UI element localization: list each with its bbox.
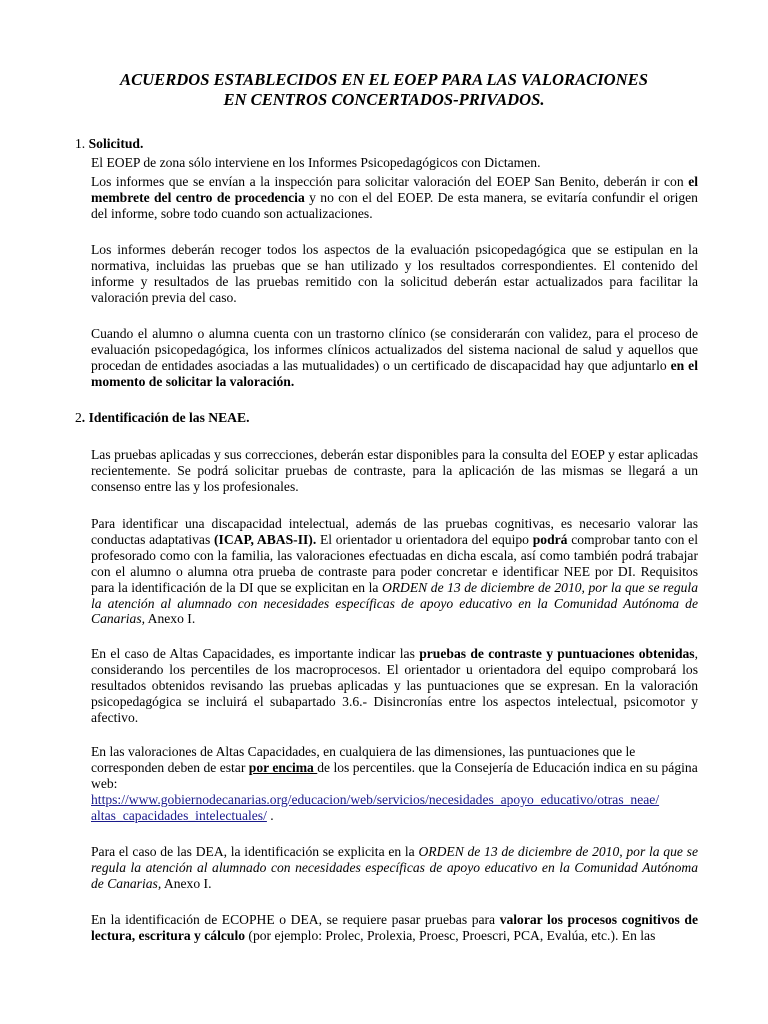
section-1-paragraph-4: Cuando el alumno o alumna cuenta con un trastorno clínico (se considerarán con validez, para el proceso de evaluación psicopedagógica, los informes clínicos actualizados del sistema nacional de salud y aquellos que procedan de entidades asociadas a las mutualidades) o un certificado de discapacidad hay que adjuntarlo en el momento de solicitar la valoración. bbox=[91, 326, 698, 389]
section-2-paragraph-3: En el caso de Altas Capacidades, es importante indicar las pruebas de contraste y puntuaciones obtenidas, considerando los percentiles de los macroprocesos. El orientador u orientadora del equipo comprobará los resultados obtenidos revisando las pruebas aplicadas y las puntuaciones que se expresan. En la valoración psicopedagógica se incluirá el subapartado 3.6.- Disincronías entre los aspectos intelectual, psicomotor y afectivo. bbox=[91, 646, 698, 725]
section-1-number: 1. bbox=[75, 136, 89, 151]
title-line-2: EN CENTROS CONCERTADOS-PRIVADOS. bbox=[223, 90, 545, 109]
emphasis-membrete: el membrete del centro de procedencia bbox=[91, 174, 698, 205]
citation-orden-1: ORDEN de 13 de diciembre de 2010, por la que se regula la atención al alumnado con necesidades específicas de apoyo educativo en la Comunidad Autónoma de Canarias, bbox=[91, 579, 698, 627]
section-2-paragraph-2: Para identificar una discapacidad intelectual, además de las pruebas cognitivas, es necesario valorar las conductas adaptativas (ICAP, ABAS-II). El orientador u orientadora del equipo podrá comprobar tanto con el profesorado como con la familia, las valoraciones efectuadas en dicha escala, así como también podrá trabajar con el alumno o alumna otra prueba de contraste para poder concretar e identificar NEE por DI. Requisitos para la identificación de la DI que se explicitan en la ORDEN de 13 de diciembre de 2010, por la que se regula la atención al alumnado con necesidades específicas de apoyo educativo en la Comunidad Autónoma de Canarias, Anexo I. bbox=[91, 516, 698, 627]
consejeria-link[interactable]: https://www.gobiernodecanarias.org/educacion/web/servicios/necesidades_apoyo_educativo/otras_neae/ altas_capacidades_intelectuales/ bbox=[91, 791, 660, 823]
emphasis-momento-solicitud: en el momento de solicitar la valoración. bbox=[91, 357, 698, 389]
section-2-paragraph-4: En las valoraciones de Altas Capacidades, en cualquiera de las dimensiones, las puntuaciones que le corresponden deben de estar por encima de los percentiles. que la Consejería de Educación indica en su página web: https://www.gobiernodecanarias.org/educacion/web/servicios/necesidades_apoyo_educativo/otras_neae/ altas_capacidades_intelectuales/ . bbox=[91, 744, 698, 823]
section-2-title: . Identificación de las NEAE. bbox=[81, 410, 250, 425]
emphasis-podra: podrá bbox=[532, 531, 568, 547]
emphasis-icap-abas: (ICAP, ABAS-II). bbox=[214, 531, 317, 547]
emphasis-procesos-cognitivos: valorar los procesos cognitivos de lectura, escritura y cálculo bbox=[91, 912, 699, 943]
document-title bbox=[70, 70, 698, 110]
section-2-paragraph-5: Para el caso de las DEA, la identificación se explicita en la ORDEN de 13 de diciembre de 2010, por la que se regula la atención al alumnado con necesidades específicas de apoyo educativo en la Comunidad Autónoma de Canarias, Anexo I. bbox=[91, 844, 698, 891]
section-2-heading bbox=[75, 410, 695, 426]
section-1-paragraph-2: Los informes que se envían a la inspección para solicitar valoración del EOEP San Benito, deberán ir con el membrete del centro de procedencia y no con el del EOEP. De esta manera, se evitaría confundir el origen del informe, sobre todo cuando son actualizaciones. bbox=[91, 174, 698, 221]
section-1-title: Solicitud. bbox=[88, 136, 144, 151]
section-2-paragraph-1: Las pruebas aplicadas y sus correcciones, deberán estar disponibles para la consulta del EOEP y estar aplicadas recientemente. Se podrá solicitar pruebas de contraste, para la aplicación de las mismas se llegará a un consenso entre las y los profesionales. bbox=[91, 447, 698, 494]
section-1-heading bbox=[75, 136, 695, 152]
section-2-paragraph-6: En la identificación de ECOPHE o DEA, se requiere pasar pruebas para valorar los procesos cognitivos de lectura, escritura y cálculo (por ejemplo: Prolec, Prolexia, Proesc, Proescri, PCA, Evalúa, etc.). En las bbox=[91, 912, 699, 943]
emphasis-pruebas-contraste: pruebas de contraste y puntuaciones obtenidas bbox=[419, 646, 695, 661]
section-1-paragraph-1: El EOEP de zona sólo interviene en los Informes Psicopedagógicos con Dictamen. bbox=[91, 155, 541, 170]
citation-orden-2: ORDEN de 13 de diciembre de 2010, por la que se regula la atención al alumnado con necesidades específicas de apoyo educativo en la Comunidad Autónoma de Canarias, bbox=[91, 844, 698, 891]
emphasis-por-encima: por encima bbox=[248, 759, 318, 775]
title-line-1: ACUERDOS ESTABLECIDOS EN EL EOEP PARA LAS VALORACIONES bbox=[120, 70, 648, 89]
section-2-number: 2 bbox=[75, 410, 82, 425]
section-1-paragraph-3: Los informes deberán recoger todos los aspectos de la evaluación psicopedagógica que se estipulan en la normativa, incluidas las pruebas que se han utilizado y los resultados correspondientes. El contenido del informe y resultados de las pruebas remitido con la solicitud deberán estar actualizados para facilitar la valoración previa del caso. bbox=[91, 242, 698, 305]
